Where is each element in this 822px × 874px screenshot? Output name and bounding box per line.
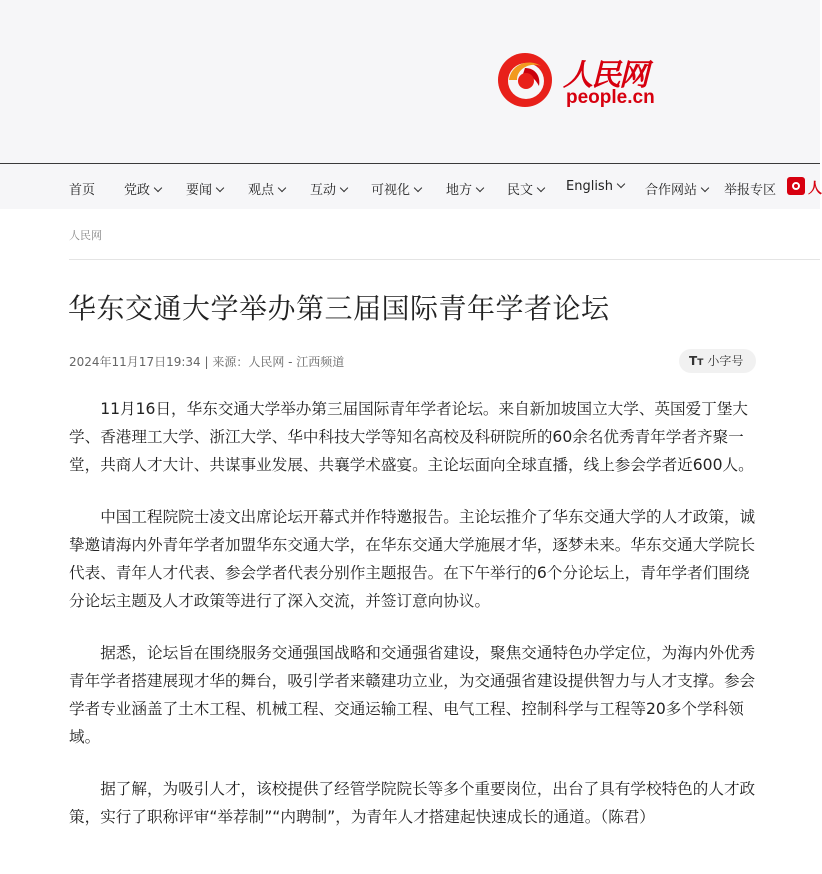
article-paragraph: 中国工程院院士凌文出席论坛开幕式并作特邀报告。主论坛推介了华东交通大学的人才政策，诚挚邀请海内外青年学者加盟华东交通大学，在华东交通大学施展才华，逐梦未来。华东交通大学院长代表、青年人才代表、参会学者代表分别作主题报告。在下午举行的6个分论坛上，青年学者们围绕分论坛主题及人才政策等进行了深入交流，并签订意向协议。 [69,508,756,610]
nav-label: 可视化 [371,183,411,198]
article-meta: 2024年11月17日19:34 | 来源：人民网 - 江西频道 [69,355,345,369]
nav-item-news[interactable] [186,179,223,198]
page-title: 华东交通大学举办第三届国际青年学者论坛 [68,292,610,325]
nav-label: 地方 [446,183,473,198]
main-nav [0,164,820,209]
chevron-down-icon [537,184,545,192]
chevron-down-icon [701,184,709,192]
people-cn-logo[interactable] [495,50,670,110]
nav-label: 举报专区 [724,183,777,198]
nav-item-local[interactable] [446,179,483,198]
font-size-toggle-button[interactable] [679,349,756,373]
logo-swirl-icon [495,50,557,110]
nav-item-english[interactable] [566,179,624,194]
nav-item-party[interactable] [124,179,161,198]
chevron-down-icon [340,184,348,192]
article-body [69,395,759,855]
article-paragraph: 11月16日，华东交通大学举办第三届国际青年学者论坛。来自新加坡国立大学、英国爱丁堡大学、香港理工大学、浙江大学、华中科技大学等知名高校及科研院所的60余名优秀青年学者齐聚一堂，共商人才大计、共谋事业发展、共襄学术盛宴。主论坛面向全球直播，线上参会学者近600人。 [69,400,754,474]
report-link-text[interactable]: 人 [808,181,822,197]
nav-label: 首页 [69,183,96,198]
brand-domain: people.cn [566,87,655,108]
divider [69,259,820,260]
chevron-down-icon [414,184,422,192]
font-size-label: 小字号 [707,354,744,368]
nav-label: 要闻 [186,183,213,198]
nav-label: 互动 [310,183,337,198]
nav-label: 民文 [507,183,534,198]
chevron-down-icon [216,184,224,192]
article-paragraph: 据了解，为吸引人才，该校提供了经管学院院长等多个重要岗位，出台了具有学校特色的人才政策，实行了职称评审“举荐制”“内聘制”，为青年人才搭建起快速成长的通道。（陈君） [69,780,756,826]
nav-item-minority[interactable] [507,179,544,198]
nav-label: English [566,179,613,194]
chevron-down-icon [617,180,625,188]
chevron-down-icon [278,184,286,192]
site-header [0,0,820,164]
text-size-icon: TT [689,354,704,368]
nav-label: 观点 [248,183,275,198]
breadcrumb[interactable]: 人民网 [69,229,102,242]
chevron-down-icon [154,184,162,192]
brand-name-cn: 人民网 [563,58,647,93]
chevron-down-icon [476,184,484,192]
article-paragraph: 据悉，论坛旨在围绕服务交通强国战略和交通强省建设，聚焦交通特色办学定位，为海内外优秀青年学者搭建展现才华的舞台，吸引学者来赣建功立业，为交通强省建设提供智力与人才支撑。参会学者专业涵盖了土木工程、机械工程、交通运输工程、电气工程、控制科学与工程等20多个学科领域。 [69,644,756,746]
nav-item-interact[interactable] [310,179,347,198]
nav-label: 合作网站 [645,183,698,198]
nav-label: 党政 [124,183,151,198]
report-logo-icon[interactable] [787,177,805,195]
nav-item-opinion[interactable] [248,179,285,198]
nav-item-visual[interactable] [371,179,421,198]
nav-item-home[interactable] [69,179,95,198]
nav-item-partners[interactable] [645,179,708,198]
nav-item-report[interactable] [724,179,776,198]
